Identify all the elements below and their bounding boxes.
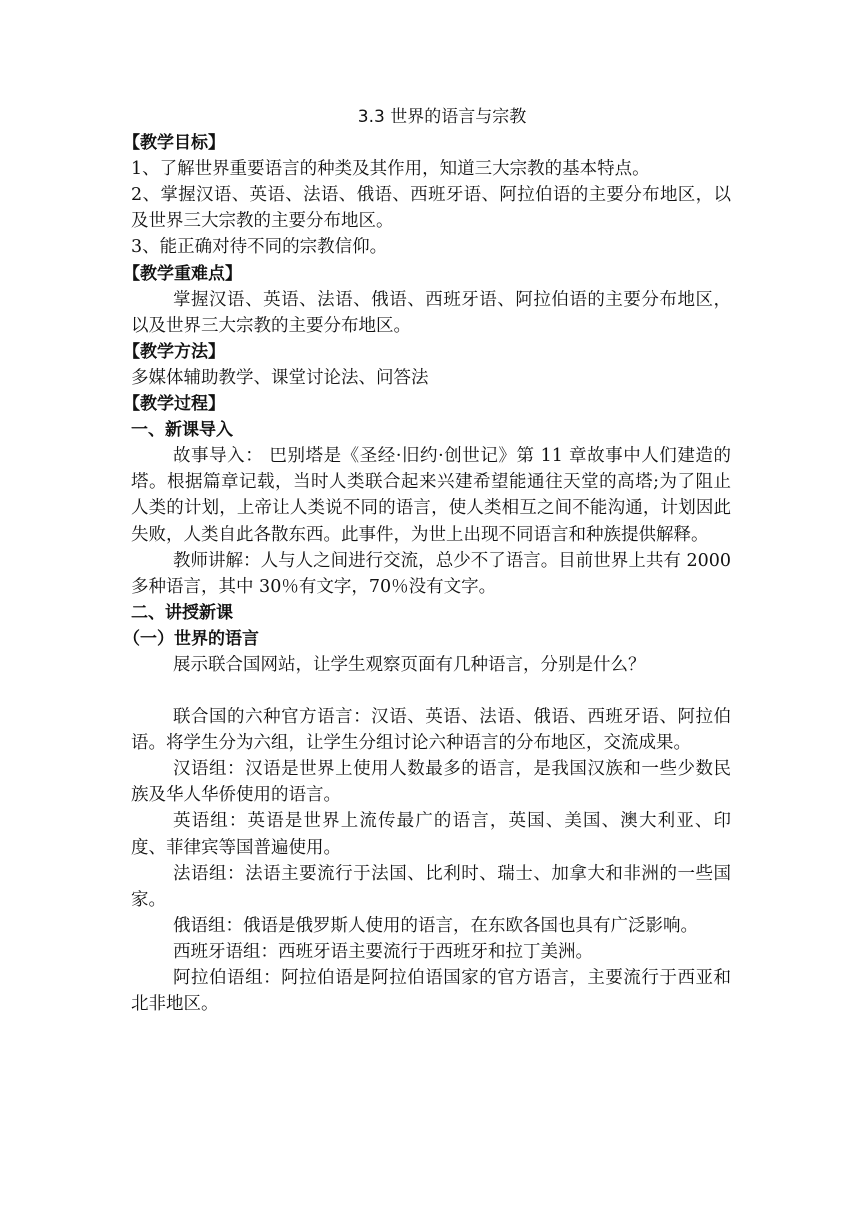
- intro-heading: 一、新课导入: [131, 420, 233, 441]
- method-heading: 【教学方法】: [123, 341, 225, 362]
- goal-item: 2、掌握汉语、英语、法语、俄语、西班牙语、阿拉伯语的主要分布地区，以及世界三大宗教的主要分布地区。: [131, 185, 731, 232]
- six-languages-text: 联合国的六种官方语言：汉语、英语、法语、俄语、西班牙语、阿拉伯语。将学生分为六组，让学生分组讨论六种语言的分布地区，交流成果。: [131, 707, 731, 754]
- new-lesson-heading: 二、讲授新课: [131, 602, 233, 623]
- group-item: 汉语组：汉语是世界上使用人数最多的语言，是我国汉族和一些少数民族及华人华侨使用的语言。: [131, 759, 731, 806]
- key-points-text: 掌握汉语、英语、法语、俄语、西班牙语、阿拉伯语的主要分布地区，以及世界三大宗教的主要分布地区。: [131, 289, 731, 336]
- group-item: 英语组：英语是世界上流传最广的语言，英国、美国、澳大利亚、印度、菲律宾等国普遍使用。: [131, 811, 731, 858]
- languages-subheading: （一）世界的语言: [123, 628, 259, 649]
- page-title: 3.3 世界的语言与宗教: [357, 107, 527, 127]
- group-item: 俄语组：俄语是俄罗斯人使用的语言，在东欧各国也具有广泛影响。: [173, 915, 698, 936]
- process-heading: 【教学过程】: [123, 394, 225, 415]
- key-points-heading: 【教学重难点】: [123, 263, 242, 284]
- intro-teacher: 教师讲解：人与人之间进行交流，总少不了语言。目前世界上共有 2000 多种语言，其中 30％有文字，70％没有文字。: [131, 550, 731, 597]
- document-body: [123, 104, 731, 1017]
- group-item: 阿拉伯语组：阿拉伯语是阿拉伯语国家的官方语言，主要流行于西亚和北非地区。: [131, 968, 731, 1015]
- group-item: 法语组：法语主要流行于法国、比利时、瑞士、加拿大和非洲的一些国家。: [131, 863, 731, 910]
- method-text: 多媒体辅助教学、课堂讨论法、问答法: [131, 367, 429, 388]
- group-item: 西班牙语组：西班牙语主要流行于西班牙和拉丁美洲。: [173, 941, 593, 962]
- goal-item: 1、了解世界重要语言的种类及其作用，知道三大宗教的基本特点。: [131, 159, 650, 180]
- intro-story: 故事导入： 巴别塔是《圣经·旧约·创世记》第 11 章故事中人们建造的塔。根据篇章记载，当时人类联合起来兴建希望能通往天堂的高塔;为了阻止人类的计划，上帝让人类说不同的语言，使人类相互之间不能沟通，计划因此失败，人类自此各散东西。此事件，为世上出现不同语言和种族提供解释。: [131, 446, 731, 545]
- goals-heading: 【教学目标】: [123, 133, 225, 154]
- goal-item: 3、能正确对待不同的宗教信仰。: [131, 237, 388, 258]
- un-site-text: 展示联合国网站，让学生观察页面有几种语言，分别是什么？: [173, 654, 646, 675]
- blank-line: [131, 678, 731, 704]
